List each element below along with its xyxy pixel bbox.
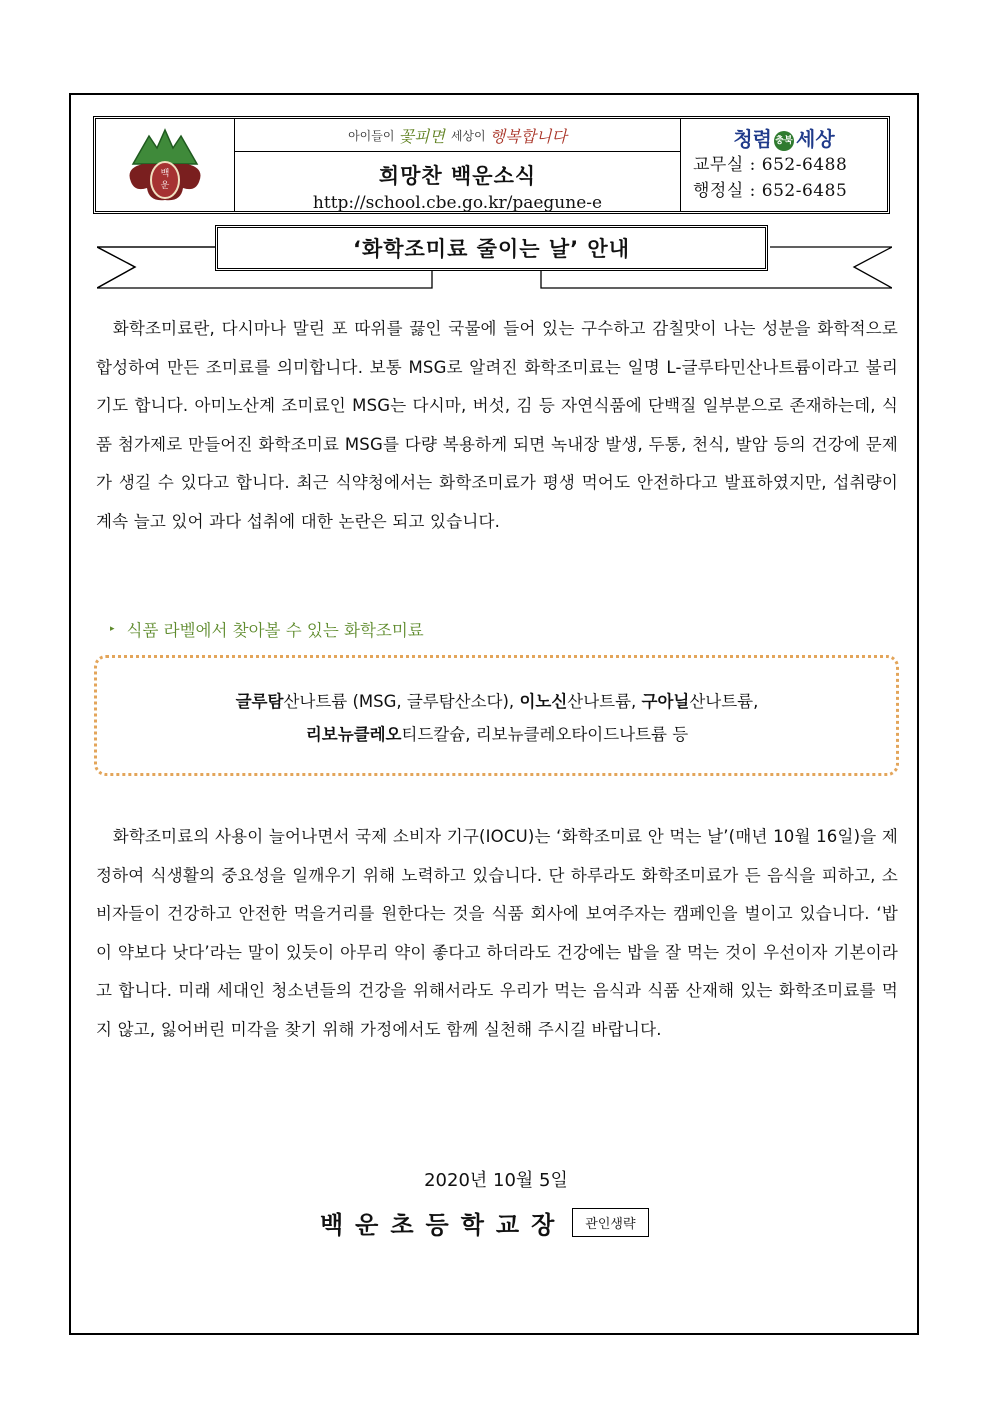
campaign-paragraph-text: 화학조미료의 사용이 늘어나면서 국제 소비자 기구(IOCU)는 ‘화학조미료 안 먹는 날’(매년 10월 16일)을 제정하여 식생활의 중요성을 일깨우기 위해 노력하고 있습니다. 단 하루라도 화학조미료가 든 음식을 피하고, 소비자들이 건강하고 안전한 먹을거리를 원한다는 것을 식품 회사에 보여주자는 캠페인을 벌이고 있습니다. ‘밥이 약보다 낫다’라는 말이 있듯이 아무리 약이 좋다고 하더라도 건강에는 밥을 잘 먹는 것이 우선이자 기본이라고 합니다. 미래 세대인 청소년들의 건강을 위해서라도 우리가 먹는 음식과 식품 산재해 있는 화학조미료를 먹지 않고, 잃어버린 미각을 찾기 위해 가정에서도 함께 실천해 주시길 바랍니다. [96,827,898,1039]
chem-2-bold: 이노신 [519,692,568,711]
chemicals-box [94,655,899,776]
chemicals-subheading-text: 식품 라벨에서 찾아볼 수 있는 화학조미료 [126,621,424,640]
slogan-part3: 세상이 [450,128,486,143]
emblem-text-top: 백 [160,169,170,179]
chemicals-line-1 [96,688,898,712]
seal-omitted-note: 관인생략 [572,1208,648,1237]
principal-title: 백운초등학교장 [320,1211,567,1239]
chem-4-bold: 리보뉴클레오 [305,725,402,744]
school-emblem-cell [96,119,235,211]
slogan-part4: 행복합니다 [489,126,567,146]
slogan [235,119,680,152]
issue-date: 2020년 10월 5일 [424,1170,568,1191]
chem-2-rest: 산나트륨, [567,692,637,711]
chem-3-rest: 산나트륨, [689,692,759,711]
school-url: http://school.cbe.go.kr/paegune-e [312,193,603,213]
chemicals-subheading [110,617,424,641]
clean-logo-right: 세상 [796,127,835,151]
phone-teachers-office: 교무실 : 652-6488 [693,155,848,175]
chem-1-rest: 산나트륨 (MSG, 글루탐산소다), [283,692,515,711]
clean-logo-left: 청렴 [733,127,772,151]
notice-title: ‘화학조미료 줄이는 날’ 안내 [215,225,768,271]
newsletter-title-cell [235,119,681,211]
campaign-paragraph [96,818,898,1049]
newsletter-header [93,116,890,214]
chemicals-line-2 [96,721,898,745]
chem-1-bold: 글루탐 [235,692,284,711]
chem-3-bold: 구아닐 [641,692,690,711]
contact-cell [681,119,887,211]
clean-logo-mid: 충북 [774,131,794,151]
bullet-arrow-icon: ▸ [110,624,115,634]
slogan-part1: 아이들이 [348,128,395,143]
clean-world-logo [681,123,887,152]
intro-paragraph-text: 화학조미료란, 다시마나 말린 포 따위를 끓인 국물에 들어 있는 구수하고 감칠맛이 나는 성분을 화학적으로 합성하여 만든 조미료를 의미합니다. 보통 MSG로 알려진 화학조미료는 일명 L-글루타민산나트륨이라고 불리기도 합니다. 아미노산계 조미료인 MSG는 다시마, 버섯, 김 등 자연식품에 단백질 일부분으로 존재하는데, 식품 첨가제로 만들어진 화학조미료 MSG를 다량 복용하게 되면 녹내장 발생, 두통, 천식, 발암 등의 건강에 문제가 생길 수 있다고 합니다. 최근 식약청에서는 화학조미료가 평생 먹어도 안전하다고 발표하였지만, 섭취량이 계속 늘고 있어 과다 섭취에 대한 논란은 되고 있습니다. [96,319,898,531]
school-emblem-icon [119,124,211,206]
chem-4-rest: 티드칼슘, 리보뉴클레오타이드나트륨 등 [401,725,689,744]
signature-row [320,1205,649,1240]
slogan-part2: 꽃피면 [398,126,445,146]
phone-admin-office: 행정실 : 652-6485 [693,181,848,201]
emblem-text-bottom: 운 [160,181,170,191]
intro-paragraph [96,310,898,541]
newsletter-title: 희망찬 백운소식 [378,164,537,188]
